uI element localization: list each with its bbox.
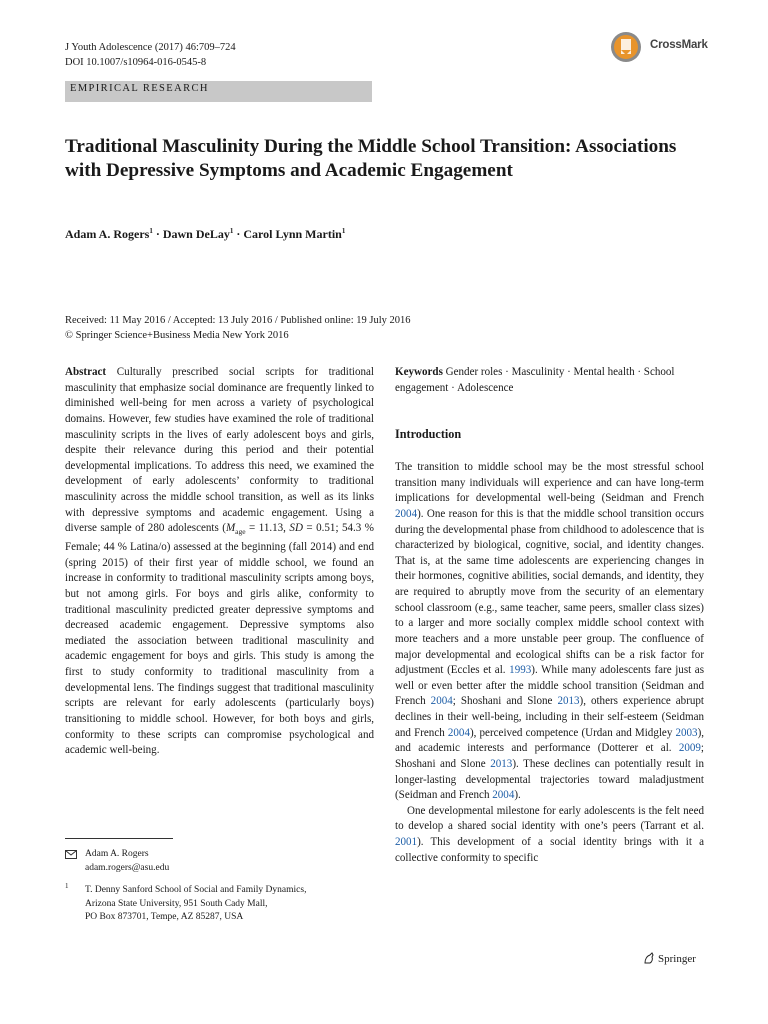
copyright-line: © Springer Science+Business Media New York 2016 (65, 330, 289, 341)
publication-dates (65, 313, 411, 343)
introduction-text: One developmental milestone for early adolescents is the felt need to develop a shared social identity with one’s peers (Tarrant et al. (395, 804, 704, 833)
abstract-text: = 0.51; 54.3 % Female; 44 % Latina/o) assessed at the beginning (fall 2014) and end (spring 2015) of their first year of middle school, we found an increase in conformity to traditional masculinity scripts among boys, but not among girls. For boys and girls alike, conformity to traditional masculinity predicted greater depressive symptoms and decreased academic engagement. Depressive symptoms also mediated the association between traditional masculinity and academic engagement for boys and girls. This study is among the first to study conformity to traditional masculinity from a developmental lens. The findings suggest that traditional masculinity scripts are relevant for early adolescents (particularly boys) transitioning to middle school. However, for both boys and girls, conformity to these scripts can compromise psychological and academic well-being. (65, 522, 374, 757)
affiliation-line: T. Denny Sanford School of Social and Family Dynamics, (85, 885, 307, 895)
author-list (65, 227, 345, 242)
introduction-text: ; Shoshani and Slone (452, 695, 558, 708)
citation-link[interactable]: 1993 (509, 664, 532, 677)
journal-line: J Youth Adolescence (2017) 46:709–724 (65, 42, 236, 53)
abstract-text: = 11.13, (245, 522, 290, 535)
article-title: Traditional Masculinity During the Middle School Transition: Associations with Depressive Symptoms and Academic Engagement (65, 136, 677, 181)
author-name[interactable]: Carol Lynn Martin (243, 227, 342, 241)
author-affiliation-mark: 1 (341, 227, 346, 235)
affiliation-line: Arizona State University, 951 South Cady Mall, (85, 898, 268, 909)
affiliation-text (85, 884, 345, 925)
mean-age-symbol: M (225, 522, 236, 535)
abstract-paragraph (65, 365, 374, 759)
citation-link[interactable]: 2013 (557, 695, 580, 708)
section-band (65, 81, 372, 102)
citation-link[interactable]: 2004 (492, 789, 515, 802)
keywords-text: Gender roles · Masculinity · Mental health · School engagement · Adolescence (395, 366, 675, 394)
abstract-column (65, 365, 374, 759)
introduction-text: ), perceived competence (Urdan and Midgley (469, 726, 676, 739)
publisher-name: Springer (658, 953, 696, 965)
crossmark-label: CrossMark (650, 39, 708, 51)
introduction-text: ), others experience abrupt declines in their well-being, including in their self-esteem (Seidman and French (395, 695, 705, 739)
contact-block (85, 848, 345, 875)
introduction-body (395, 460, 704, 866)
abstract-text: Culturally prescribed social scripts for traditional masculinity that emphasize social dominance are frequently linked to diminished well-being for men across a variety of psychological domains. However, few studies have examined the role of traditional masculinity scripts in the lives of early adolescent boys and girls, despite their relevance during this period and their potential developmental implications. To address this need, we examined the development of early adolescents’ conformity to traditional masculinity across the middle school transition, as well as its links with depressive symptoms and academic engagement. Using a diverse sample of 280 adolescents ( (65, 366, 374, 535)
author-separator: · (233, 227, 244, 241)
citation-link[interactable]: 2004 (430, 695, 453, 708)
citation-link[interactable]: 2013 (490, 757, 513, 770)
introduction-text: ). These declines can potentially result in longer-lasting developmental trajectories toward maladjustment (Seidman and French (395, 757, 704, 802)
keywords-label: Keywords (395, 366, 443, 378)
citation-link[interactable]: 2001 (395, 836, 418, 848)
footnote-divider (65, 838, 173, 839)
introduction-text: ). This development of a social identity brings with it a collective conformity to specific (395, 836, 704, 864)
keywords-paragraph (395, 365, 704, 396)
crossmark-badge[interactable] (610, 31, 708, 63)
section-label: EMPIRICAL RESEARCH (70, 83, 209, 94)
crossmark-icon (610, 31, 644, 63)
mean-age-subscript: age (235, 527, 246, 537)
introduction-text: ). (514, 789, 521, 802)
author-affiliation-mark: 1 (149, 227, 153, 235)
introduction-text: ; Shoshani and Slone (395, 742, 704, 770)
springer-horse-icon (643, 952, 655, 964)
citation-link[interactable]: 2004 (447, 726, 470, 739)
citation-link[interactable]: 2004 (395, 507, 418, 520)
author-separator: · (152, 227, 163, 241)
citation-link[interactable]: 2009 (678, 742, 701, 755)
keywords-block (395, 365, 704, 396)
introduction-text: ), and academic interests and performance (Dotterer et al. (395, 726, 705, 755)
contact-email[interactable]: adam.rogers@asu.edu (85, 862, 170, 873)
author-name[interactable]: Dawn DeLay (162, 227, 230, 241)
sd-symbol: SD (289, 522, 303, 535)
history-dates: Received: 11 May 2016 / Accepted: 13 July 2016 / Published online: 19 July 2016 (65, 315, 411, 326)
introduction-heading: Introduction (395, 427, 462, 441)
author-affiliation-mark: 1 (229, 227, 234, 235)
doi-line[interactable]: DOI 10.1007/s10964-016-0545-8 (65, 57, 207, 68)
contact-name: Adam A. Rogers (85, 849, 149, 859)
journal-citation (65, 40, 236, 70)
introduction-text: ). One reason for this is that the middle school transition occurs during the developmental phase from childhood to adolescence that is characterized by biological, cognitive, social, and identity changes. That is, at the same time adolescents are experiencing changes in their hormones, cognitive abilities, social demands, and identity, they are required to abruptly move from the security of an elementary school classroom (e.g., same teacher, same peers, smaller class sizes) to a larger and more socially complex middle school context with more teachers and a more unstable peer group. The confluence of major developmental and ecological shifts can be a risk factor for adjustment (Eccles et al. (395, 507, 704, 677)
abstract-label: Abstract (65, 366, 107, 378)
author-name[interactable]: Adam A. Rogers (65, 227, 150, 241)
introduction-text: The transition to middle school may be the most stressful school transition many individuals will experience and can have long-term implications for developmental well-being (Seidman and French (395, 461, 704, 505)
affiliation-mark: 1 (65, 882, 69, 890)
publisher-footer (643, 952, 696, 965)
affiliation-line: PO Box 873701, Tempe, AZ 85287, USA (85, 912, 244, 922)
introduction-text: ). While many adolescents fare just as well or even better after the middle school transition (Seidman and French (395, 664, 705, 708)
introduction-paragraph (395, 804, 704, 867)
envelope-icon (65, 850, 77, 859)
citation-link[interactable]: 2003 (675, 726, 698, 739)
introduction-paragraph (395, 460, 704, 804)
